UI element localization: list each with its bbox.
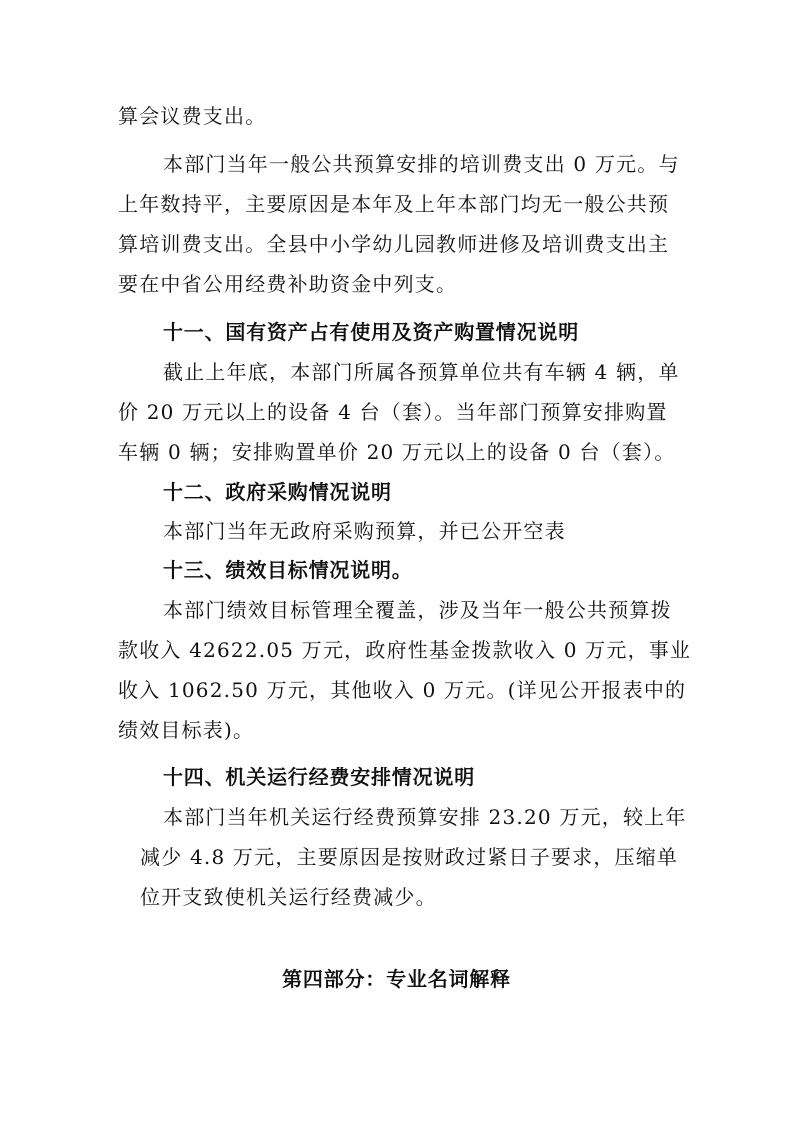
body-text-line: 本部门当年无政府采购预算，并已公开空表: [163, 519, 566, 543]
body-text-line: 本部门绩效目标管理全覆盖，涉及当年一般公共预算拨: [163, 598, 672, 622]
body-text-line: 上年数持平，主要原因是本年及上年本部门均无一般公共预: [118, 192, 670, 216]
body-text-line: 款收入 42622.05 万元，政府性基金拨款收入 0 万元，事业: [118, 638, 692, 662]
body-text-line: 要在中省公用经费补助资金中列支。: [118, 272, 458, 296]
body-text-line: 本部门当年机关运行经费预算安排 23.20 万元，较上年: [163, 805, 687, 829]
part-four-title: 第四部分：专业名词解释: [282, 967, 511, 991]
body-text-line: 车辆 0 辆；安排购置单价 20 万元以上的设备 0 台（套）。: [118, 440, 676, 464]
body-text-line: 本部门当年一般公共预算安排的培训费支出 0 万元。与: [163, 152, 680, 176]
section-heading-11: 十一、国有资产占有使用及资产购置情况说明: [163, 320, 579, 344]
body-text-line: 算培训费支出。全县中小学幼儿园教师进修及培训费支出主: [118, 232, 670, 256]
section-heading-14: 十四、机关运行经费安排情况说明: [163, 765, 475, 789]
body-text-line: 减少 4.8 万元，主要原因是按财政过紧日子要求，压缩单: [140, 845, 679, 869]
body-text-line: 位开支致使机关运行经费减少。: [140, 885, 437, 909]
body-text-line: 价 20 万元以上的设备 4 台（套）。当年部门预算安排购置: [118, 400, 668, 424]
body-text-line: 截止上年底，本部门所属各预算单位共有车辆 4 辆，单: [163, 360, 680, 384]
body-text-line: 算会议费支出。: [118, 104, 267, 128]
body-text-line: 收入 1062.50 万元，其他收入 0 万元。(详见公开报表中的: [118, 678, 687, 702]
section-heading-12: 十二、政府采购情况说明: [163, 480, 392, 504]
body-text-line: 绩效目标表)。: [118, 718, 255, 742]
section-heading-13: 十三、绩效目标情况说明。: [163, 558, 413, 582]
